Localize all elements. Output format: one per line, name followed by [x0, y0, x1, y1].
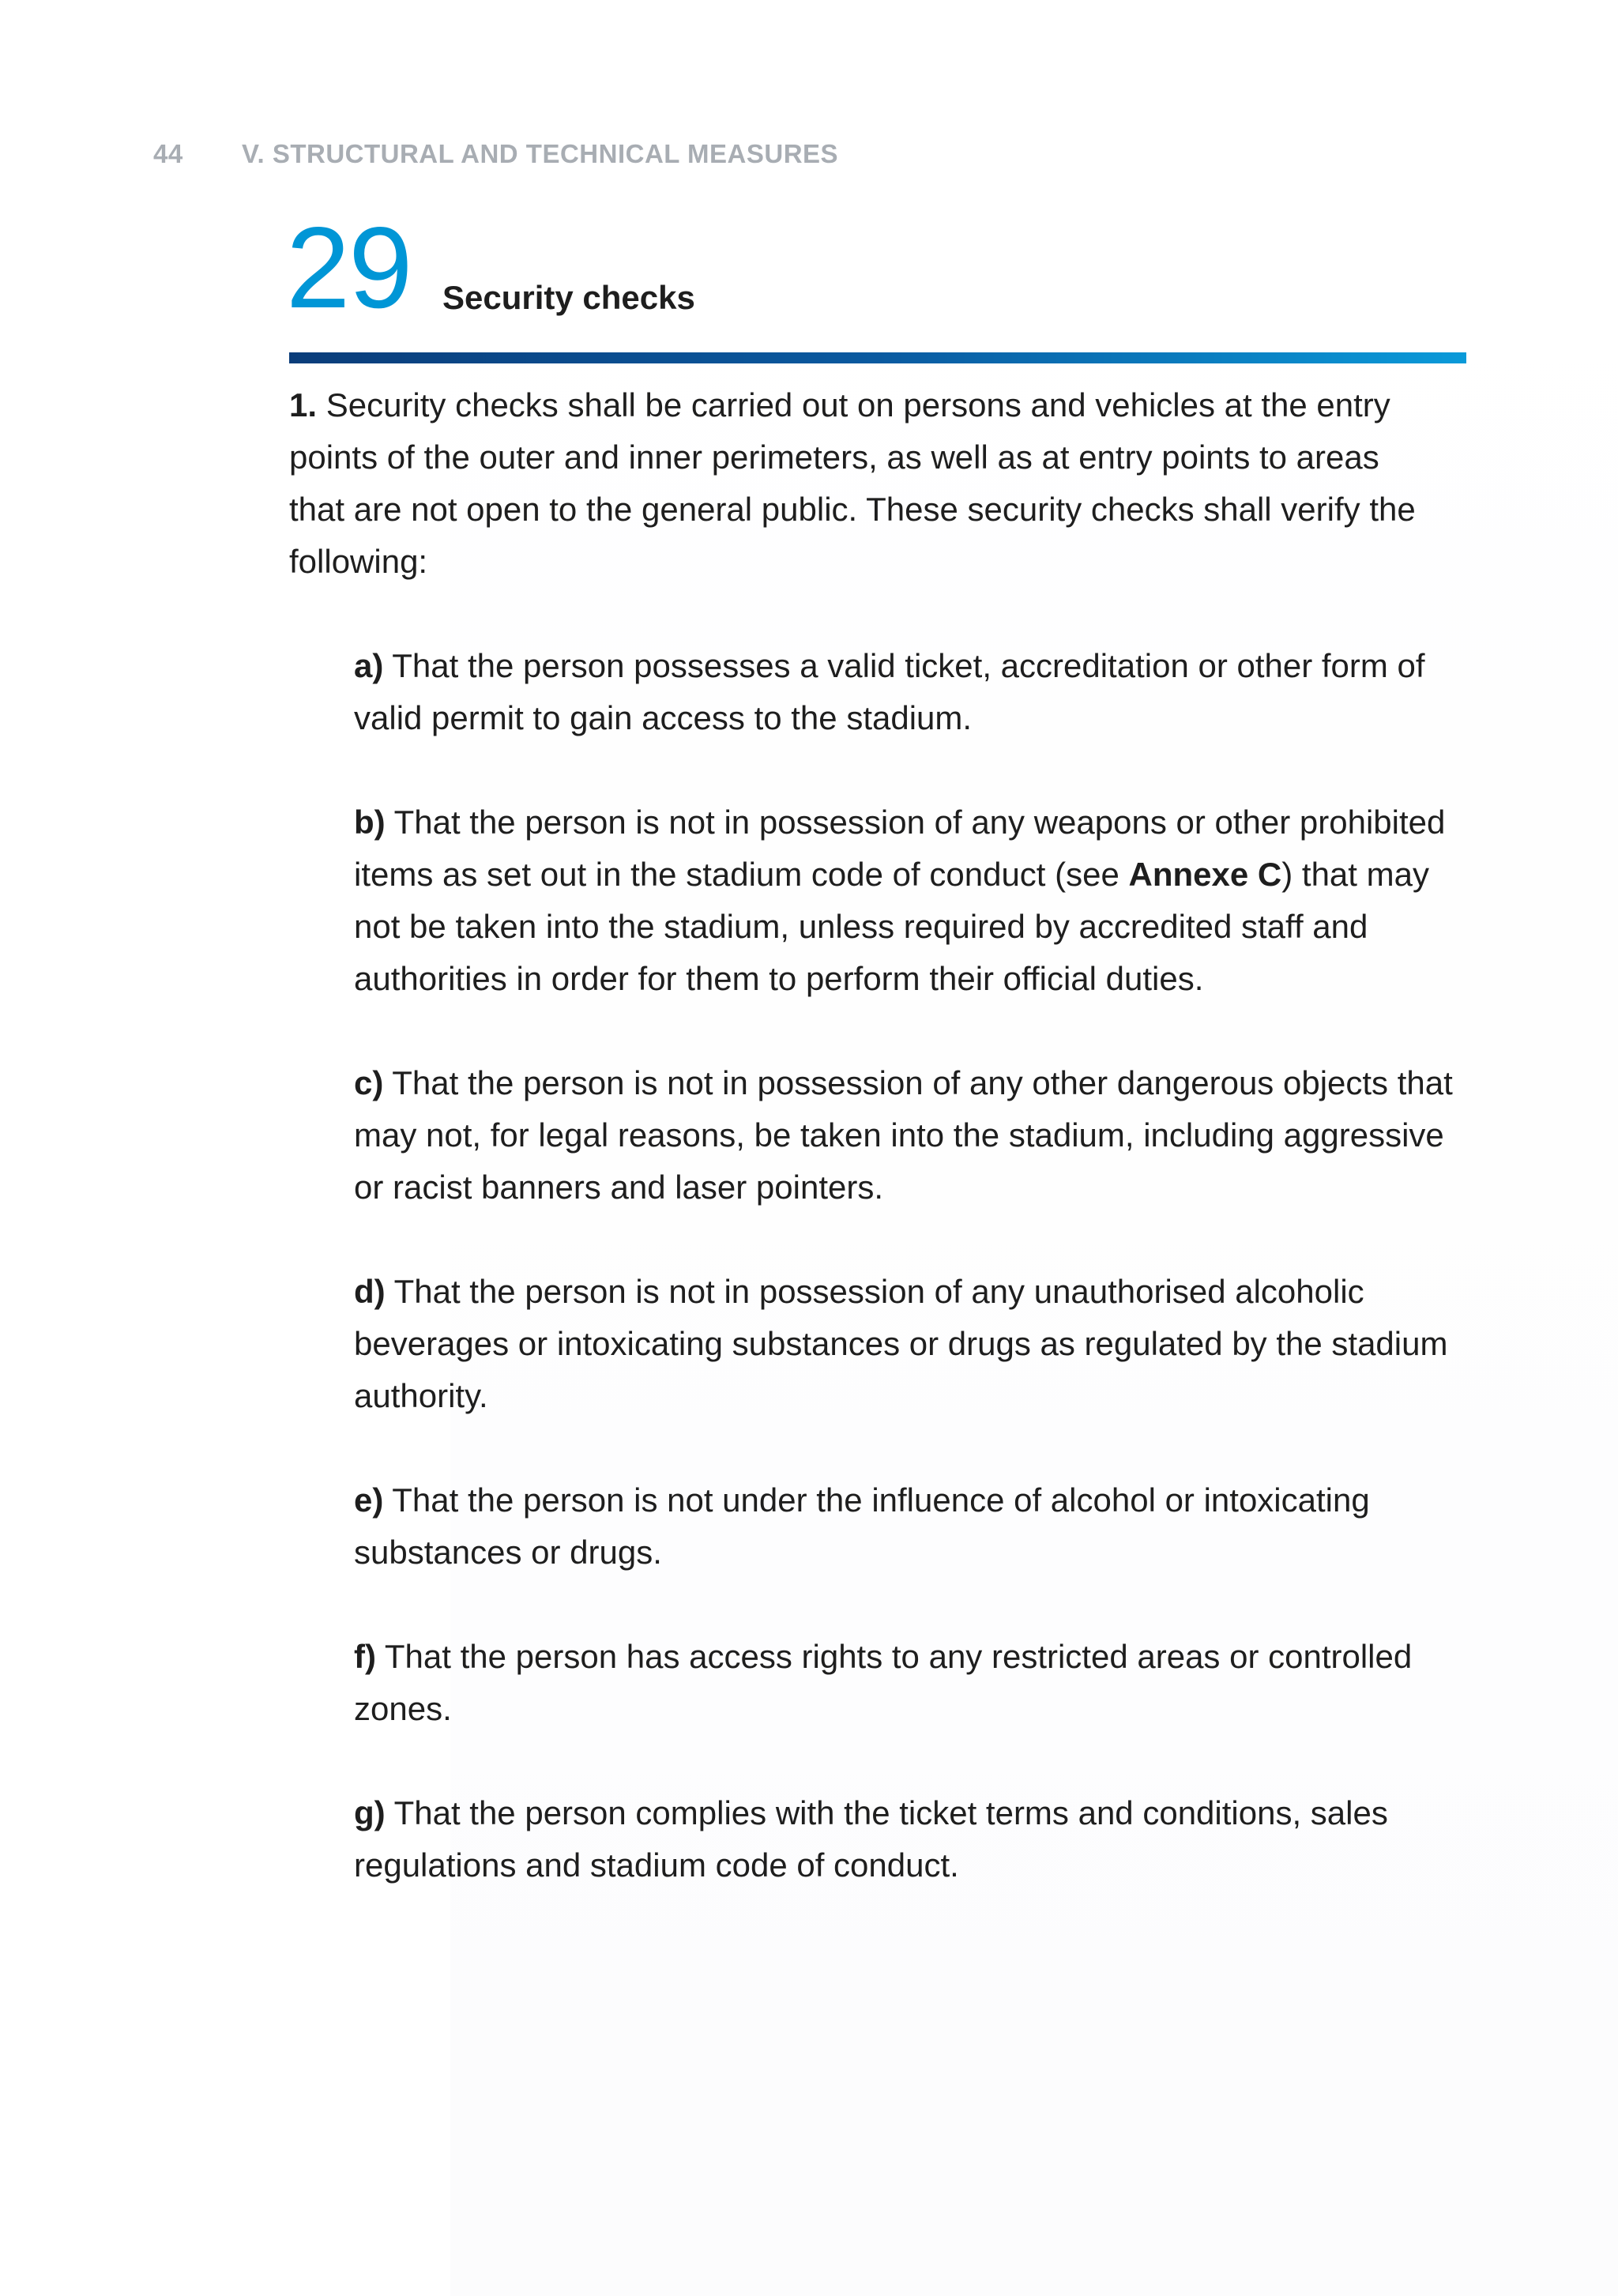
- list-item-marker: f): [354, 1638, 376, 1675]
- annexe-reference: Annexe C: [1128, 856, 1282, 893]
- list-item-marker: a): [354, 647, 384, 684]
- list-item-marker: c): [354, 1064, 384, 1101]
- list-item-marker: g): [354, 1794, 386, 1831]
- paragraph-marker: 1.: [289, 386, 318, 423]
- list-item-b: [354, 796, 1476, 1005]
- section-number: 29: [286, 203, 412, 332]
- list-item-marker: d): [354, 1273, 386, 1310]
- running-header: [153, 139, 838, 169]
- page-number: 44: [153, 139, 183, 168]
- list-item-f: [354, 1631, 1476, 1735]
- section-title: Security checks: [442, 279, 695, 316]
- list-item-text: That the person has access rights to any restricted areas or controlled zones.: [354, 1638, 1413, 1727]
- article-body: [289, 379, 1474, 1891]
- list-item-c: [354, 1057, 1476, 1214]
- list-item-g: [354, 1787, 1476, 1891]
- list-item-text: That the person is not in possession of any unauthorised alcoholic beverages or intoxicating substances or drugs as regulated by the stadium authority.: [354, 1273, 1448, 1414]
- list-item-marker: b): [354, 804, 386, 841]
- list-item-marker: e): [354, 1481, 384, 1519]
- paragraph-1: [289, 379, 1435, 588]
- chapter-title: V. STRUCTURAL AND TECHNICAL MEASURES: [242, 139, 839, 168]
- list-item-text: That the person is not in possession of any weapons or other prohibited items as set out in the stadium code of conduct (see: [354, 804, 1446, 893]
- list-item-e: [354, 1474, 1476, 1579]
- list-item-text: That the person possesses a valid ticket, accreditation or other form of valid permit to gain access to the stadium.: [354, 647, 1425, 736]
- section-divider: [289, 352, 1466, 363]
- list-item-text: That the person is not under the influence of alcohol or intoxicating substances or drugs.: [354, 1481, 1370, 1571]
- list-item-text-continued: ) that may not be taken into the stadium, unless required by accredited staff and authorities in order for them to perform their official duties.: [354, 856, 1429, 997]
- list-item-d: [354, 1266, 1476, 1422]
- list-item-a: [354, 640, 1476, 744]
- list-item-text: That the person complies with the ticket terms and conditions, sales regulations and stadium code of conduct.: [354, 1794, 1388, 1884]
- list-item-text: That the person is not in possession of any other dangerous objects that may not, for legal reasons, be taken into the stadium, including aggressive or racist banners and laser pointers.: [354, 1064, 1453, 1206]
- paragraph-text: Security checks shall be carried out on persons and vehicles at the entry points of the outer and inner perimeters, as well as at entry points to areas that are not open to the general public. These security checks shall verify the following:: [289, 386, 1416, 580]
